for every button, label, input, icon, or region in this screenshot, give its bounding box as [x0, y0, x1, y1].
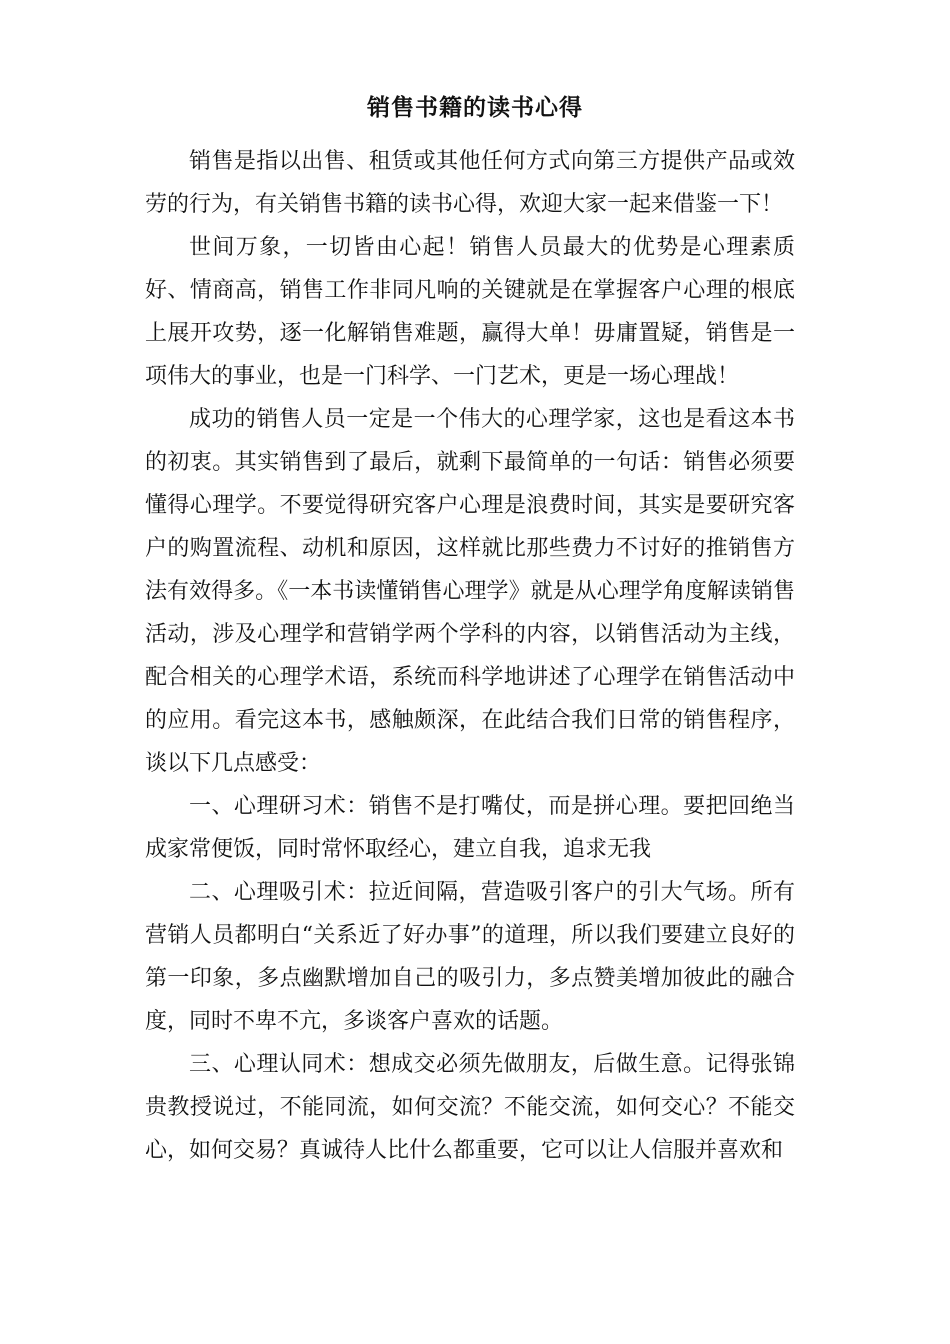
paragraph-point-three: 三、心理认同术：想成交必须先做朋友，后做生意。记得张锦贵教授说过，不能同流，如何交流？不能交流，如何交心？不能交心，如何交易？真诚待人比什么都重要，它可以让人信服并喜欢和: [145, 1052, 795, 1163]
paragraph-mindset: 世间万象，一切皆由心起！销售人员最大的优势是心理素质好、情商高，销售工作非同凡响的关键就是在掌握客户心理的根底上展开攻势，逐一化解销售难题，赢得大单！毋庸置疑，销售是一项伟大的事业，也是一门科学、一门艺术，更是一场心理战！: [145, 235, 795, 389]
document-title: 销售书籍的读书心得: [367, 94, 583, 121]
paragraph-point-one: 一、心理研习术：销售不是打嘴仗，而是拼心理。要把回绝当成家常便饭，同时常怀取经心，建立自我，追求无我: [145, 794, 795, 862]
paragraph-psychology: 成功的销售人员一定是一个伟大的心理学家，这也是看这本书的初衷。其实销售到了最后，就剩下最简单的一句话：销售必须要懂得心理学。不要觉得研究客户心理是浪费时间，其实是要研究客户的购置流程、动机和原因，这样就比那些费力不讨好的推销售方法有效得多。《一本书读懂销售心理学》就是从心理学角度解读销售活动，涉及心理学和营销学两个学科的内容，以销售活动为主线，配合相关的心理学术语，系统而科学地讲述了心理学在销售活动中的应用。看完这本书，感触颇深，在此结合我们日常的销售程序，谈以下几点感受：: [145, 407, 795, 776]
paragraph-intro: 销售是指以出售、租赁或其他任何方式向第三方提供产品或效劳的行为，有关销售书籍的读书心得，欢迎大家一起来借鉴一下！: [145, 149, 795, 217]
document-body: [145, 140, 795, 1172]
paragraph-point-two: 二、心理吸引术：拉近间隔，营造吸引客户的引大气场。所有营销人员都明白“关系近了好办事”的道理，所以我们要建立良好的第一印象，多点幽默增加自己的吸引力，多点赞美增加彼此的融合度，同时不卑不亢，多谈客户喜欢的话题。: [145, 880, 795, 1034]
